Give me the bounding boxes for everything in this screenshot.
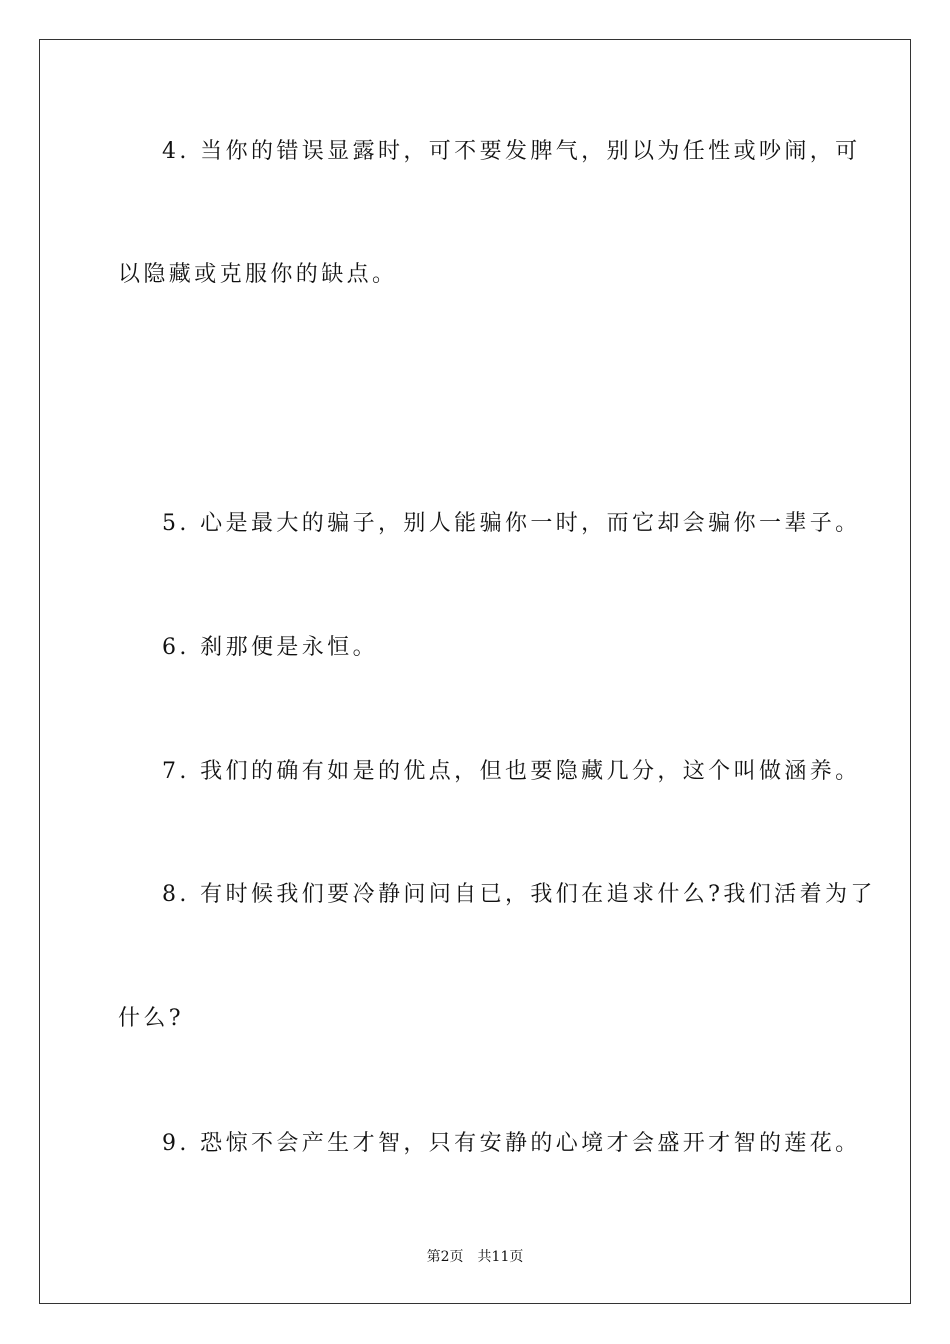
paragraph-9-line-1: 9. 恐惊不会产生才智，只有安静的心境才会盛开才智的莲花。 xyxy=(162,1131,861,1156)
paragraph-8-line-1: 8. 有时候我们要冷静问问自已，我们在追求什么?我们活着为了 xyxy=(162,882,876,907)
page-number: 第2页 xyxy=(426,1249,464,1265)
paragraph-5-line-1: 5. 心是最大的骗子，别人能骗你一时，而它却会骗你一辈子。 xyxy=(162,511,861,536)
paragraph-7-line-1: 7. 我们的确有如是的优点，但也要隐藏几分，这个叫做涵养。 xyxy=(162,759,861,784)
paragraph-8-line-2: 什么? xyxy=(118,1006,184,1031)
paragraph-4-line-1: 4. 当你的错误显露时，可不要发脾气，别以为任性或吵闹，可 xyxy=(162,139,861,164)
page-footer xyxy=(0,1248,950,1266)
paragraph-6-line-1: 6. 刹那便是永恒。 xyxy=(162,635,378,660)
page-border xyxy=(39,39,911,1304)
paragraph-4-line-2: 以隐藏或克服你的缺点。 xyxy=(118,262,398,287)
page-total: 共11页 xyxy=(477,1249,524,1265)
